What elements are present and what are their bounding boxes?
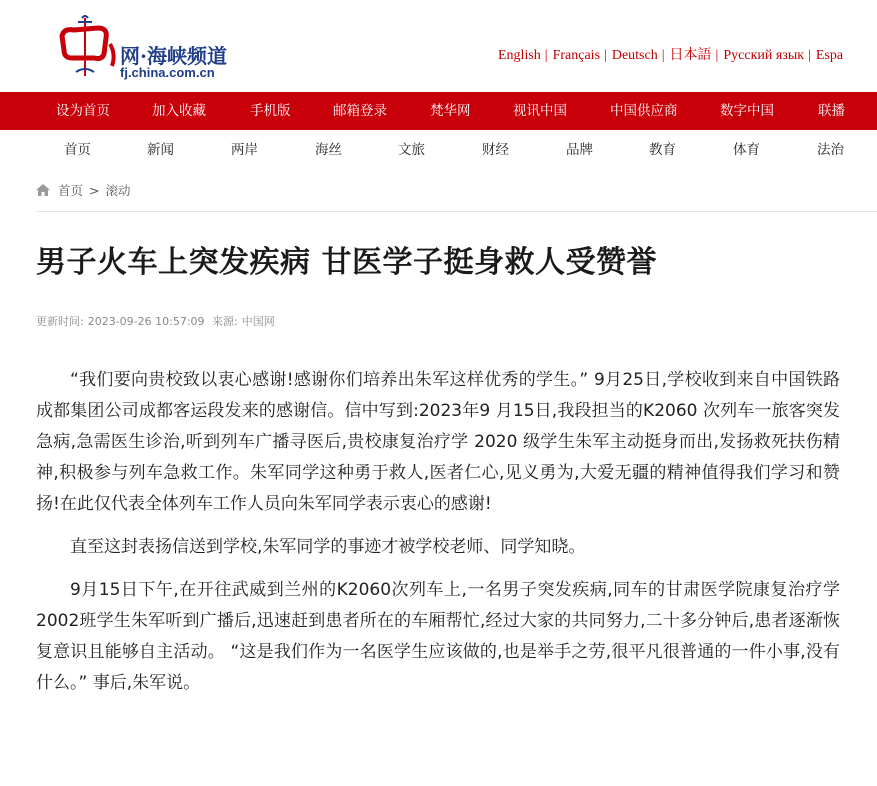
lang-separator: |: [544, 48, 548, 63]
main-nav: [0, 92, 877, 130]
breadcrumb-current[interactable]: 滚动: [105, 183, 131, 198]
nav-china-video[interactable]: 视讯中国: [513, 103, 567, 119]
nav-add-favorite[interactable]: 加入收藏: [152, 103, 206, 119]
lang-separator: |: [604, 48, 607, 63]
breadcrumb: [36, 181, 130, 201]
breadcrumb-home[interactable]: 首页: [57, 183, 83, 198]
language-switcher: [498, 44, 877, 64]
tab-cross-strait[interactable]: 两岸: [231, 142, 258, 158]
source-label: 来源:: [212, 315, 238, 328]
lang-japanese[interactable]: 日本語: [669, 48, 712, 63]
lang-russian[interactable]: Русский язык: [723, 48, 805, 63]
china-logo-icon: [50, 14, 120, 80]
nav-mail-login[interactable]: 邮箱登录: [333, 103, 387, 119]
source-name: 中国网: [241, 315, 275, 328]
tab-brand[interactable]: 品牌: [566, 142, 593, 158]
article-meta: [36, 313, 279, 329]
site-logo[interactable]: [50, 14, 250, 80]
updated-label: 更新时间:: [36, 315, 84, 328]
tab-sports[interactable]: 体育: [733, 142, 760, 158]
article-body: [36, 365, 840, 711]
logo-domain: fj.china.com.cn: [120, 65, 215, 80]
lang-spanish[interactable]: Espa: [815, 48, 844, 63]
lang-separator: |: [661, 48, 665, 63]
tab-silk-road[interactable]: 海丝: [315, 142, 342, 158]
category-nav: [0, 130, 877, 170]
nav-fanhua[interactable]: 梵华网: [430, 103, 471, 119]
site-header: [0, 0, 877, 92]
updated-time: 2023-09-26 10:57:09: [87, 315, 205, 328]
article-paragraph: “我们要向贵校致以衷心感谢!感谢你们培养出朱军这样优秀的学生。” 9月25日,学校收到来自中国铁路成都集团公司成都客运段发来的感谢信。信中写到:2023年9 月15日,我段担当的K2060 次列车一旅客突发急病,急需医生诊治,听到列车广播寻医后,贵校康复治疗学 2020 级学生朱军主动挺身而出,发扬救死扶伤精神,积极参与列车急救工作。朱军同学这种勇于救人,医者仁心,见义勇为,大爱无疆的精神值得我们学习和赞扬!在此仅代表全体列车工作人员向朱军同学表示衷心的感谢!: [36, 370, 840, 514]
article-paragraph: 直至这封表扬信送到学校,朱军同学的事迹才被学校老师、同学知晓。: [70, 537, 586, 557]
tab-finance[interactable]: 财经: [482, 142, 509, 158]
article-title: 男子火车上突发疾病 甘医学子挺身救人受赞誉: [36, 245, 657, 280]
tab-news[interactable]: 新闻: [147, 142, 174, 158]
lang-english[interactable]: English: [498, 48, 541, 63]
nav-mobile[interactable]: 手机版: [250, 103, 291, 119]
nav-set-homepage[interactable]: 设为首页: [56, 103, 110, 119]
lang-french[interactable]: Français: [552, 48, 601, 63]
tab-home[interactable]: 首页: [64, 142, 91, 158]
nav-china-supplier[interactable]: 中国供应商: [610, 103, 678, 119]
nav-digital-china[interactable]: 数字中国: [720, 103, 774, 119]
lang-separator: |: [715, 48, 719, 63]
tab-culture-tourism[interactable]: 文旅: [398, 142, 425, 158]
tab-law[interactable]: 法治: [817, 142, 844, 158]
nav-broadcast[interactable]: 联播: [818, 103, 845, 119]
lang-german[interactable]: Deutsch: [611, 48, 658, 63]
logo-title: 网·海峡频道: [120, 44, 227, 68]
divider: [36, 211, 877, 212]
home-icon: [36, 184, 50, 196]
tab-education[interactable]: 教育: [649, 142, 676, 158]
lang-separator: |: [808, 48, 811, 63]
article-paragraph: 9月15日下午,在开往武威到兰州的K2060次列车上,一名男子突发疾病,同车的甘肃医学院康复治疗学2002班学生朱军听到广播后,迅速赶到患者所在的车厢帮忙,经过大家的共同努力,二十多分钟后,患者逐渐恢复意识且能够自主活动。 “这是我们作为一名医学生应该做的,也是举手之劳,很平凡很普通的一件小事,没有什么。” 事后,朱军说。: [36, 580, 840, 693]
breadcrumb-separator: >: [88, 183, 100, 198]
